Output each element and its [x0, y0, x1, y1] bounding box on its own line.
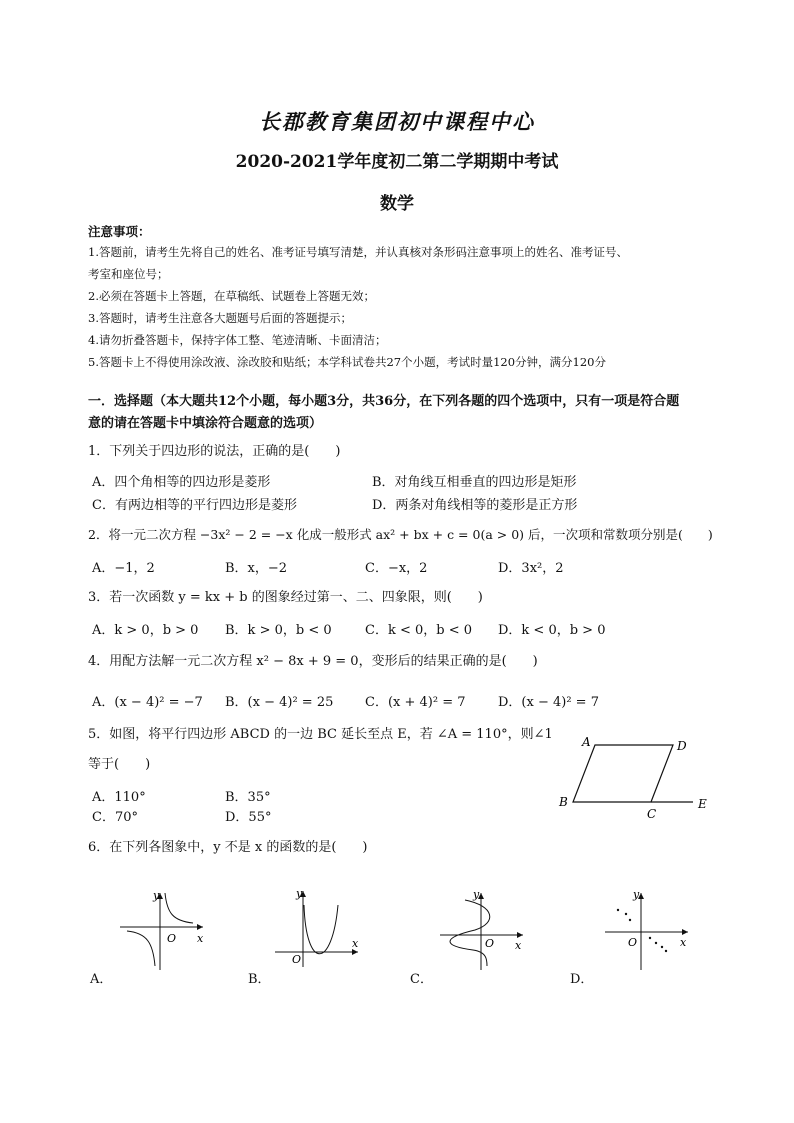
- q2-option-b: B．x，−2: [225, 561, 288, 576]
- q2-stem: 2．将一元二次方程 −3x² − 2 = −x 化成一般形式 ax² + bx + c = 0(a > 0) 后，一次项和常数项分别是( ): [88, 527, 713, 542]
- q4-stem: 4．用配方法解一元二次方程 x² − 8x + 9 = 0，变形后的结果正确的是( ): [88, 654, 538, 669]
- axis-x-label: x: [680, 936, 687, 949]
- q1-option-a: A．四个角相等的四边形是菱形: [92, 475, 271, 490]
- axis-y-label: y: [633, 888, 640, 901]
- q2-option-d: D．3x²，2: [498, 561, 564, 576]
- label-b: B: [559, 795, 568, 809]
- q3-option-a: A．k > 0，b > 0: [92, 623, 199, 638]
- graph-c: [435, 888, 535, 973]
- subject-title: 数学: [380, 194, 414, 214]
- q3-stem: 3．若一次函数 y = kx + b 的图象经过第一、二、四象限，则( ): [88, 590, 483, 605]
- axis-x-label: x: [352, 937, 359, 950]
- note-line: 3.答题时，请考生注意各大题题号后面的答题提示；: [88, 311, 352, 325]
- q5-option-c: C．70°: [92, 810, 138, 825]
- section-heading-cont: 意的请在答题卡中填涂符合题意的选项）: [88, 416, 323, 431]
- q1-option-d: D．两条对角线相等的菱形是正方形: [372, 498, 578, 513]
- q5-stem-cont: 等于( ): [88, 757, 151, 772]
- q6-stem: 6．在下列各图象中，y 不是 x 的函数的是( ): [88, 840, 368, 855]
- note-line: 2.必须在答题卡上答题，在草稿纸、试题卷上答题无效；: [88, 289, 375, 303]
- note-line: 5.答题卡上不得使用涂改液、涂改胶和贴纸；本学科试卷共27个小题，考试时量120分钟，满分120分: [88, 355, 607, 369]
- origin-label: O: [485, 937, 495, 950]
- axis-y-label: y: [473, 888, 480, 901]
- q2-option-c: C．−x，2: [365, 561, 428, 576]
- axis-y-label: y: [296, 887, 303, 900]
- origin-label: O: [628, 936, 638, 949]
- q1-option-c: C．有两边相等的平行四边形是菱形: [92, 498, 297, 513]
- scatter-points: [617, 909, 667, 952]
- origin-label: O: [292, 953, 302, 966]
- q3-option-b: B．k > 0，b < 0: [225, 623, 332, 638]
- graph-d: [600, 888, 700, 973]
- label-c: C: [647, 807, 657, 821]
- q6-option-a: A．: [90, 972, 113, 987]
- exam-title: 2020-2021学年度初二第二学期期中考试: [235, 152, 559, 172]
- q5-option-a: A．110°: [92, 790, 146, 805]
- q5-option-b: B．35°: [225, 790, 271, 805]
- q4-option-a: A．(x − 4)² = −7: [92, 695, 203, 710]
- note-line: 4.请勿折叠答题卡，保持字体工整、笔迹清晰、卡面清洁；: [88, 333, 387, 347]
- q3-option-c: C．k < 0，b < 0: [365, 623, 473, 638]
- org-title: 长郡教育集团初中课程中心: [259, 109, 535, 134]
- q1-option-b: B．对角线互相垂直的四边形是矩形: [372, 475, 577, 490]
- graph-a: [115, 888, 215, 973]
- q1-stem: 1．下列关于四边形的说法，正确的是( ): [88, 444, 341, 459]
- note-line: 1.答题前，请考生先将自己的姓名、准考证号填写清楚，并认真核对条形码注意事项上的姓名、准考证号、: [88, 245, 628, 259]
- q5-option-d: D．55°: [225, 810, 272, 825]
- graph-b: [270, 885, 370, 970]
- q4-option-c: C．(x + 4)² = 7: [365, 695, 466, 710]
- q5-stem: 5．如图，将平行四边形 ABCD 的一边 BC 延长至点 E，若 ∠A = 110°，则∠1: [88, 727, 553, 742]
- label-e: E: [698, 797, 707, 811]
- axis-x-label: x: [197, 932, 204, 945]
- axis-x-label: x: [515, 939, 522, 952]
- label-a: A: [582, 735, 591, 749]
- q6-option-c: C．: [410, 972, 433, 987]
- q6-option-b: B．: [248, 972, 271, 987]
- axis-y-label: y: [153, 889, 160, 902]
- q4-option-d: D．(x − 4)² = 7: [498, 695, 599, 710]
- notes-heading: 注意事项：: [88, 224, 151, 239]
- q6-option-d: D．: [570, 972, 594, 987]
- label-d: D: [677, 739, 687, 753]
- section-heading: 一．选择题（本大题共12个小题，每小题3分，共36分，在下列各题的四个选项中，只有一项是符合题: [88, 394, 680, 409]
- q4-option-b: B．(x − 4)² = 25: [225, 695, 334, 710]
- origin-label: O: [167, 932, 177, 945]
- parallelogram-figure: [555, 730, 725, 825]
- q2-option-a: A．−1，2: [92, 561, 155, 576]
- q3-option-d: D．k < 0，b > 0: [498, 623, 606, 638]
- note-line: 考室和座位号；: [88, 267, 169, 281]
